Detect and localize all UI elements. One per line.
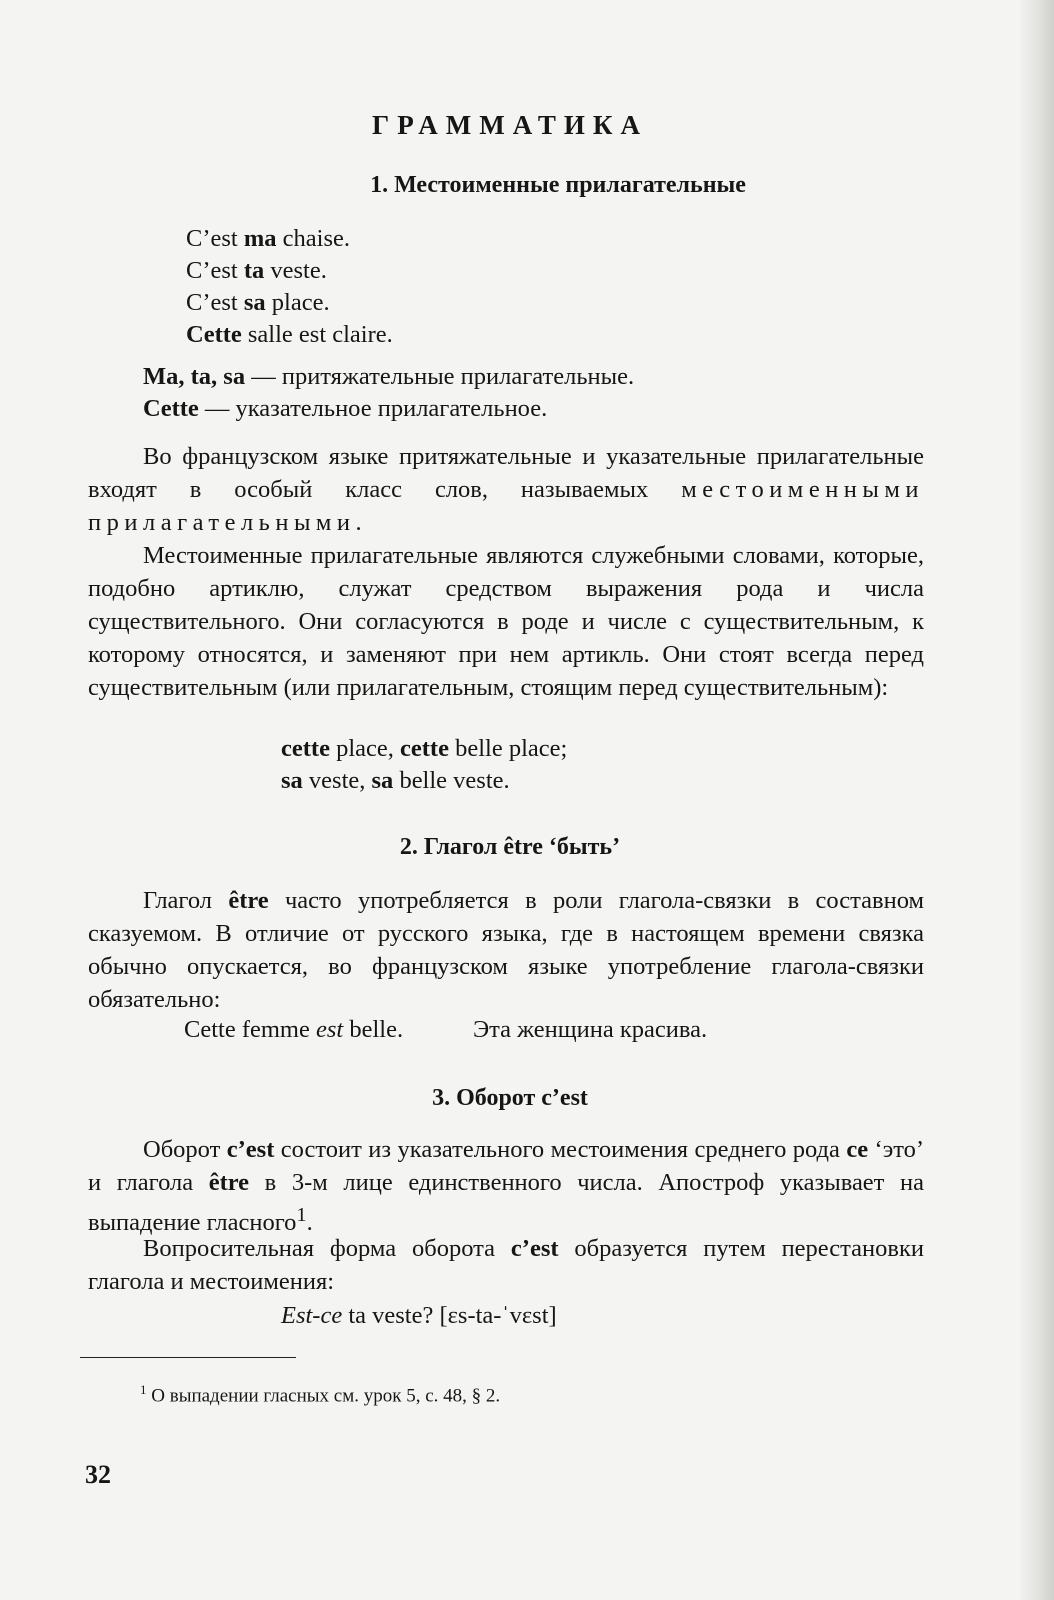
footnote: $^1$ О выпадении гласных см. урок 5, с. 48, § 2. — [140, 1382, 501, 1407]
example-line-3: C’est sa place. — [186, 289, 330, 316]
page-number: 32 — [85, 1460, 111, 1489]
section-3-heading: 3. Оборот c’est — [432, 1085, 588, 1111]
example-cette-femme: Cette femme est belle. — [184, 1016, 404, 1043]
example-sa-veste: sa veste, sa belle veste. — [281, 767, 510, 794]
example-line-1: C’est ma chaise. — [186, 225, 350, 252]
example-line-2: C’est ta veste. — [186, 257, 327, 284]
example-line-4: Cette salle est claire. — [186, 321, 393, 348]
paragraph-pronominal-adjectives-usage: Местоименные прилагательные являются служебными словами, которые, подобно артиклю, служат средством выражения рода и числа существительного. Они согласуются в роде и числе с существительным, к которому относятся, и заменяют при нем артикль. Они стоят всегда перед существительным (или прилагательным, стоящим перед существительным): — [88, 542, 924, 701]
paragraph-cest: Оборот c’est состоит из указательного местоимения среднего рода ce ‘это’ и глагола être в 3-м лице единственного числа. Апостроф указывает на выпадение гласного$^1$. — [88, 1136, 925, 1237]
paragraph-etre: Глагол être часто употребляется в роли глагола-связки в составном сказуемом. В отличие от русского языка, где в настоящем времени связка обычно опускается, во французском языке употребление глагола-связки обязательно: — [88, 887, 925, 1013]
example-cette-place: cette place, cette belle place; — [281, 735, 568, 762]
section-2-heading: 2. Глагол être ‘быть’ — [399, 834, 621, 860]
example-translation: Эта женщина красива. — [473, 1016, 708, 1043]
definition-possessive: Ma, ta, sa — притяжательные прилагательные. — [143, 363, 635, 390]
footnote-reference: 1 — [296, 1204, 307, 1226]
page-title: ГРАММАТИКА — [372, 110, 648, 140]
example-est-ce: Est-ce ta veste? [ɛs-ta-ˈvɛst] — [281, 1302, 557, 1329]
definition-demonstrative: Cette — указательное прилагательное. — [143, 395, 548, 422]
paragraph-cest-question: Вопросительная форма оборота c’est образуется путем перестановки глагола и местоимения: — [88, 1235, 924, 1295]
paragraph-pronominal-adjectives-intro: Во французском языке притяжательные и указательные прилагательные входят в особый класс слов, называемых местоименными прилагательными. — [88, 443, 924, 536]
footnote-divider — [80, 1357, 296, 1358]
section-1-heading: 1. Местоименные прилагательные — [370, 172, 746, 198]
